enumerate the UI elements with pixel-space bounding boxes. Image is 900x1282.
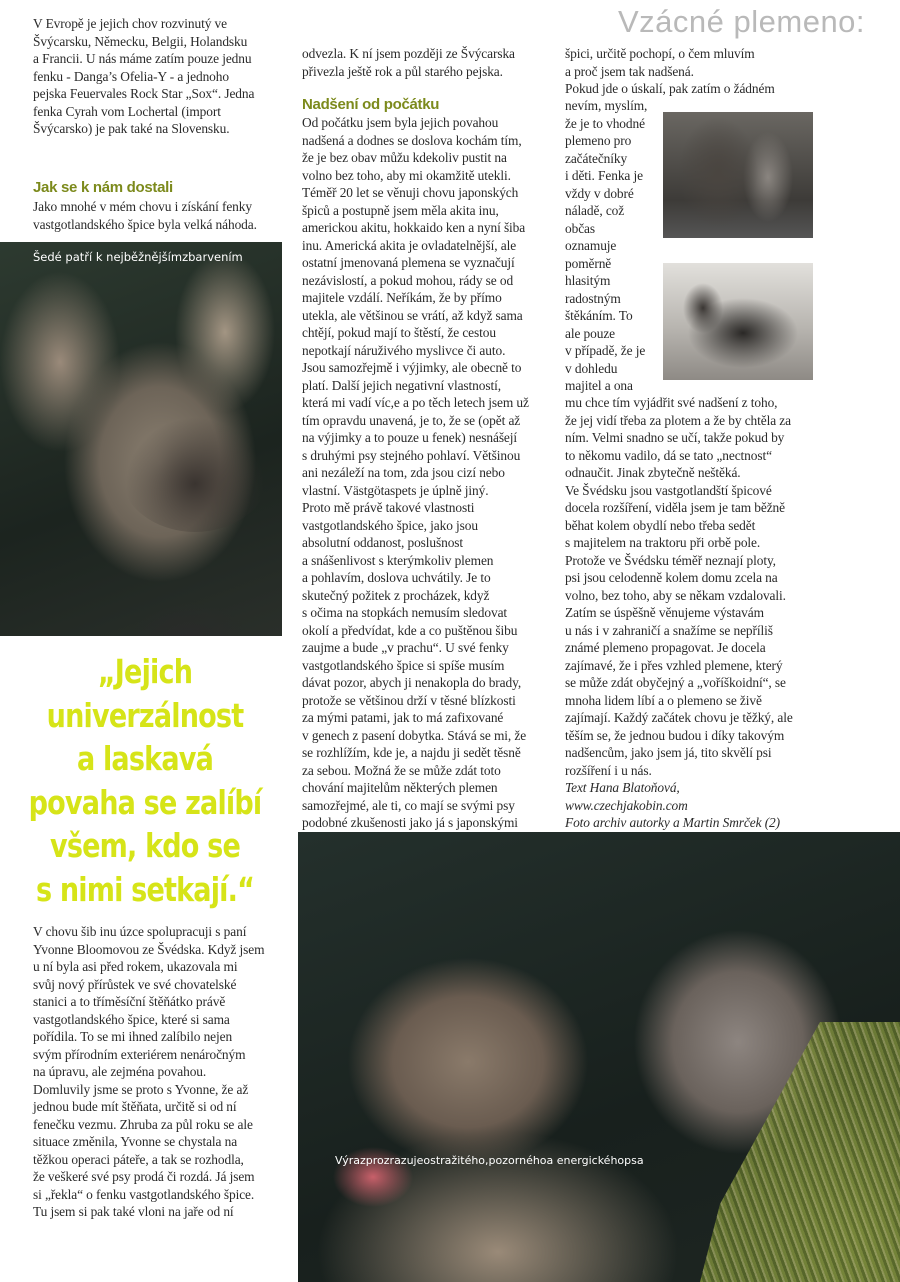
text-line: zaujme a bude „v prachu“. U své fenky: [302, 640, 509, 655]
text-line: Ve Švédsku jsou vastgotlandští špicové: [565, 482, 772, 498]
text-line: a snášenlivost s kterýmkoliv plemen: [302, 552, 494, 568]
text-line: mnoha lidem líbí a o plemeno se živě: [565, 692, 762, 708]
text-line: „Jejich: [97, 652, 193, 691]
text-line: fenečku vezmu. Zhruba za půl roku se ale: [33, 1116, 253, 1132]
text-line: Foto archiv autorky a Martin Smrček (2): [565, 815, 781, 830]
text-line: situace změnila, Yvonne se chystala na: [33, 1134, 238, 1149]
text-line: psi jsou celodenně kolem domu zcela na: [565, 570, 778, 585]
text-line: univerzálnost: [46, 695, 244, 735]
text-line: na výjimky a to pouze u fenek) nesnášejí: [302, 430, 518, 445]
text-line: volno, bez toho, aby se někam vzdalovali.: [565, 587, 786, 603]
text-line: začátečníky: [565, 150, 628, 166]
col1-intro-text: [33, 15, 254, 138]
text-line: odvezla. K ní jsem později ze Švýcarska: [302, 46, 515, 61]
text-line: poměrně: [565, 255, 612, 271]
text-line: povaha se zalíbí: [28, 782, 262, 822]
text-line: svůj nový přírůstek ve své chovatelské: [33, 976, 237, 992]
text-line: za mými patami, jak to má zafixované: [302, 710, 504, 725]
text-line: rozšíření i u nás.: [565, 762, 652, 778]
text-line: tím opravdu unavená, je to, že se (opět až: [302, 412, 521, 428]
text-line: vastgotlandského špice, jako jsou: [302, 517, 478, 533]
text-line: dávat pozor, abych ji nenakopla do brady,: [302, 675, 522, 690]
photo-two-dogs: [298, 832, 900, 1282]
text-line: Švýcarsku, Německu, Belgii, Holandsku: [33, 33, 248, 49]
photo-caption: [335, 1154, 644, 1169]
text-line: a proč jsem tak nadšená.: [565, 63, 694, 79]
text-line: chování majitelům některých plemen: [302, 780, 498, 795]
text-line: která mi vadí víc,e a po těch letech jsem už: [302, 395, 529, 410]
text-line: v dohledu: [565, 360, 618, 376]
text-line: Výraz: [335, 1154, 366, 1167]
text-line: chtějí, pokud mají to štěstí, že cestou: [302, 325, 496, 340]
text-line: běhat kolem obydlí nebo třeba sedět: [565, 517, 756, 533]
text-line: ním. Velmi snadno se učí, takže pokud by: [565, 430, 785, 445]
text-line: špiců a postupně jsem měla akita inu,: [302, 202, 499, 218]
text-line: americkou akitu, hokkaido ken a nyní šiba: [302, 220, 526, 235]
text-line: skutečný požitek z procházek, když: [302, 587, 490, 603]
text-line: a Francii. U nás máme zatím pouze jednu: [33, 51, 252, 66]
text-line: platí. Další jejich negativní vlastností,: [302, 377, 501, 393]
text-line: Yvonne Bloomovou ze Švédska. Když jsem: [33, 941, 265, 957]
text-line: odnaučit. Jinak zbytečně neštěká.: [565, 465, 741, 480]
text-line: majitel a ona: [565, 378, 633, 393]
text-line: pejska Feuervales Rock Star „Sox“. Jedna: [33, 86, 255, 101]
text-line: V chovu šib inu úzce spolupracuji s paní: [33, 924, 247, 939]
text-line: Švýcarsko) je pak také na Slovensku.: [33, 121, 230, 136]
text-line: ale pouze: [565, 325, 616, 341]
text-line: protože se většinou drží v těsné blízkosti: [302, 692, 516, 708]
text-line: Jako mnohé v mém chovu i získání fenky: [33, 199, 252, 214]
text-line: s očima na stopkách nemusím sledovat: [302, 605, 508, 620]
text-line: inu. Americká akita je ovladatelnější, ale: [302, 237, 517, 253]
text-line: ani nezáleží na tom, zda jsou cizí nebo: [302, 465, 505, 480]
text-line: v genech z pasení dobytka. Stává se mi, že: [302, 727, 527, 743]
text-line: se rozhlížím, kde je, a najdu ji sedět těsně: [302, 745, 521, 760]
text-line: s druhými psy stejného pohlaví. Většinou: [302, 447, 521, 463]
col1-bottom-text: [33, 923, 264, 1221]
text-line: že jej vidí třeba za plotem a že by chtěla za: [565, 412, 791, 428]
text-line: štěkáním. To: [565, 308, 633, 323]
heading-nadseni-od-pocatku: Nadšení od počátku: [302, 96, 440, 113]
text-line: absolutní oddanost, poslušnost: [302, 535, 464, 550]
text-line: špici, určitě pochopí, o čem mluvím: [565, 46, 755, 61]
text-line: Pokud jde o úskalí, pak zatím o žádném: [565, 81, 775, 96]
text-line: a pohlavím, doslova uchvátily. Je to: [302, 570, 491, 585]
text-line: ostražitého,: [423, 1154, 489, 1167]
text-line: okolí a předvídat, kde a co puštěnou šibu: [302, 622, 518, 638]
text-line: a energického: [546, 1154, 625, 1167]
text-line: za sebou. Možná že se může zdát toto: [302, 762, 501, 778]
text-line: pozorného: [488, 1154, 547, 1167]
col3-narrow-text: [565, 97, 647, 395]
text-line: si „řekla“ o fenku vastgotlandského špice.: [33, 1186, 255, 1202]
text-line: i děti. Fenka je: [565, 168, 643, 183]
text-line: stanici a to tříměsíční štěňátko právě: [33, 994, 226, 1009]
text-line: nevím, myslím,: [565, 98, 648, 113]
text-line: s majitelem na traktoru při orbě pole.: [565, 535, 761, 550]
text-line: utekla, ale většinou se vrátí, až když sama: [302, 307, 523, 323]
text-line: že veškeré své psy prodá či rozdá. Já jsem: [33, 1169, 255, 1184]
text-line: fenka Cyrah vom Lochertal (import: [33, 103, 221, 119]
text-line: vlastní. Västgötaspets je úplně jiný.: [302, 482, 489, 498]
text-line: nadšencům, jako jsem já, tito skvělí psi: [565, 745, 772, 760]
text-line: zbarvením: [182, 250, 243, 264]
col2-top-text: [302, 45, 515, 80]
photo-caption: [33, 250, 243, 265]
text-line: známé plemeno propagovat. Je docela: [565, 640, 766, 655]
text-line: Jsou samozřejmě i výjimky, ale obecně to: [302, 360, 522, 375]
photo-dog-standing-bw: [663, 112, 813, 238]
text-line: jednou bude mít štěňata, určitě si od ní: [33, 1099, 237, 1114]
text-line: zajímavé, že i přes vzhled plemene, který: [565, 657, 783, 673]
text-line: vastgotlandského špice byla velká náhoda.: [33, 216, 257, 232]
text-line: že je bez obav můžu kdekoliv pustit na: [302, 150, 507, 165]
text-line: Šedé patří k nejběžnějším: [33, 250, 183, 264]
text-line: u ní byla asi před rokem, ukazovala mi: [33, 959, 238, 974]
article-credits: [565, 779, 780, 832]
text-line: nezávislostí, a pokud mohou, rády se od: [302, 272, 514, 288]
text-line: V Evropě je jejich chov rozvinutý ve: [33, 16, 227, 31]
text-line: s nimi setkají.“: [35, 869, 255, 909]
text-line: zajímají. Každý začátek chovu je těžký, ale: [565, 710, 793, 725]
text-line: Od počátku jsem byla jejich povahou: [302, 115, 499, 130]
text-line: všem, kdo se: [49, 826, 240, 865]
text-line: to někomu vadilo, dá se tato „nectnost“: [565, 447, 772, 463]
text-line: vastgotlandského špice, které si sama: [33, 1011, 230, 1027]
text-line: pořídila. To se mi ihned zalíbilo nejen: [33, 1029, 233, 1044]
text-line: náladě, což: [565, 203, 625, 218]
col2-main-text: [302, 114, 529, 832]
text-line: podobné zkušenosti jako já s japonskými: [302, 815, 518, 830]
col1-mid-text: [33, 198, 257, 233]
text-line: přivezla ještě rok a půl starého pejska.: [302, 63, 503, 79]
text-line: psa: [624, 1154, 644, 1167]
text-line: ostatní jmenovaná plemena se vyznačují: [302, 255, 515, 270]
text-line: www.czechjakobin.com: [565, 797, 688, 813]
text-line: těším se, že jednou budou i díky takovým: [565, 727, 785, 743]
text-line: Proto mě právě takové vlastnosti: [302, 500, 475, 515]
text-line: nepotkají náruživého myslivce či auto.: [302, 342, 506, 358]
text-line: svým přírodním exteriérem nenáročným: [33, 1046, 246, 1062]
col3-main-text: [565, 394, 793, 779]
text-line: prozrazuje: [365, 1154, 424, 1167]
text-line: volno bez toho, aby mi okamžitě utekli.: [302, 167, 511, 183]
section-title: Vzácné plemeno:: [618, 4, 866, 39]
text-line: vždy v dobré: [565, 185, 634, 201]
text-line: nadšená a dodnes se doslova kochám tím,: [302, 132, 522, 148]
text-line: že je to vhodné: [565, 115, 645, 131]
text-line: těžkou operaci páteře, a tak se rozhodla,: [33, 1151, 244, 1167]
col3-top-text: [565, 45, 775, 98]
text-line: občas: [565, 220, 595, 236]
photo-gray-dog-portrait: [0, 242, 282, 636]
text-line: Protože ve Švédsku téměř neznají ploty,: [565, 552, 776, 568]
text-line: majitele vzdálí. Neříkám, že by přímo: [302, 290, 502, 305]
photo-dog-profile-bw: [663, 263, 813, 380]
text-line: plemeno pro: [565, 133, 632, 148]
text-line: Domluvily jsme se proto s Yvonne, že až: [33, 1081, 249, 1097]
heading-jak-se-k-nam-dostali: Jak se k nám dostali: [33, 179, 173, 196]
pull-quote: [26, 650, 264, 911]
text-line: na úpravu, ale zejména povahou.: [33, 1064, 207, 1079]
text-line: oznamuje: [565, 238, 617, 253]
text-line: v případě, že je: [565, 343, 646, 358]
text-line: samozřejmé, ale ti, co mají se svými psy: [302, 797, 515, 813]
text-line: fenku - Danga’s Ofelia-Y - a jednoho: [33, 68, 229, 84]
text-line: radostným: [565, 290, 621, 306]
text-line: Zatím se úspěšně věnujeme výstavám: [565, 605, 764, 620]
text-line: hlasitým: [565, 273, 611, 288]
text-line: mu chce tím vyjádřit své nadšení z toho,: [565, 395, 778, 410]
text-line: docela rozšíření, viděla jsem je tam běžně: [565, 500, 785, 515]
text-line: u nás i v zahraničí a snažíme se nepříliš: [565, 622, 773, 638]
text-line: vastgotlandského špice si spíše musím: [302, 657, 505, 673]
text-line: Téměř 20 let se věnuji chovu japonských: [302, 185, 519, 200]
text-line: a laskavá: [76, 739, 214, 778]
text-line: Text Hana Blatoňová,: [565, 780, 680, 795]
text-line: se může zdát obyčejný a „voříškoidní“, se: [565, 675, 786, 690]
text-line: Tu jsem si pak také vloni na jaře od ní: [33, 1204, 234, 1219]
